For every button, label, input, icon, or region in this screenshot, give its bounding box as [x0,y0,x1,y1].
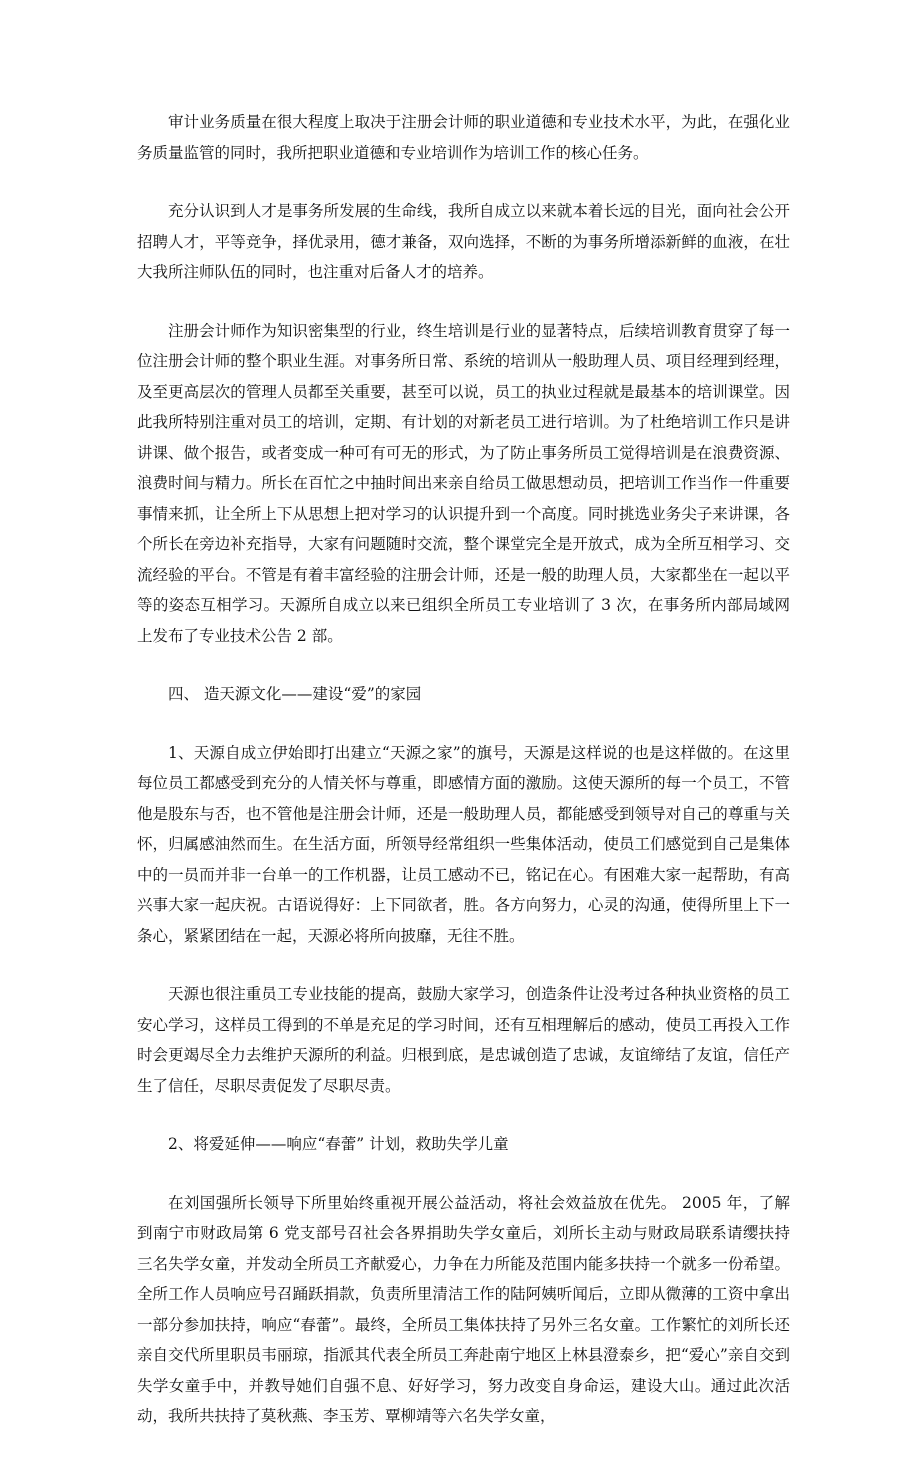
paragraph-continuing-training: 注册会计师作为知识密集型的行业，终生培训是行业的显著特点，后续培训教育贯穿了每一位注册会计师的整个职业生涯。对事务所日常、系统的培训从一般助理人员、项目经理到经理，及至更高层次的管理人员都至关重要，甚至可以说，员工的执业过程就是最基本的培训课堂。因此我所特别注重对员工的培训，定期、有计划的对新老员工进行培训。为了杜绝培训工作只是讲讲课、做个报告，或者变成一种可有可无的形式，为了防止事务所员工觉得培训是在浪费资源、浪费时间与精力。所长在百忙之中抽时间出来亲自给员工做思想动员，把培训工作当作一件重要事情来抓，让全所上下从思想上把对学习的认识提升到一个高度。同时挑选业务尖子来讲课，各个所长在旁边补充指导，大家有问题随时交流，整个课堂完全是开放式，成为全所互相学习、交流经验的平台。不管是有着丰富经验的注册会计师，还是一般的助理人员，大家都坐在一起以平等的姿态互相学习。天源所自成立以来已组织全所员工专业培训了 3 次，在事务所内部局域网上发布了专业技术公告 2 部。 [137,321,790,645]
section-heading-culture: 四、 造天源文化——建设“爱”的家园 [168,685,422,703]
paragraph-public-welfare: 在刘国强所长领导下所里始终重视开展公益活动，将社会效益放在优先。 2005 年，了解到南宁市财政局第 6 党支部号召社会各界捐助失学女童后，刘所长主动与财政局联系请缨扶持三名失学女童，并发动全所员工齐献爱心，力争在力所能及范围内能多扶持一个就多一份希望。全所工作人员响应号召踊跃捐款，负责所里清洁工作的陆阿姨听闻后，立即从微薄的工资中拿出一部分参加扶持，响应“春蕾”。最终，全所员工集体扶持了另外三名女童。工作繁忙的刘所长还亲自交代所里职员韦丽琼，指派其代表全所员工奔赴南宁地区上林县澄泰乡，把“爱心”亲自交到失学女童手中，并教导她们自强不息、好好学习，努力改变自身命运，建设大山。通过此次活动，我所共扶持了莫秋燕、李玉芳、覃柳靖等六名失学女童， [137,1193,790,1425]
paragraph-skill-improvement: 天源也很注重员工专业技能的提高，鼓励大家学习，创造条件让没考过各种执业资格的员工安心学习，这样员工得到的不单是充足的学习时间，还有互相理解后的感动，使员工再投入工作时会更竭尽全力去维护天源所的利益。归根到底，是忠诚创造了忠诚，友谊缔结了友谊，信任产生了信任，尽职尽责促发了尽职尽责。 [137,985,790,1095]
paragraph-tianyuan-home: 1、天源自成立伊始即打出建立“天源之家”的旗号，天源是这样说的也是这样做的。在这里每位员工都感受到充分的人情关怀与尊重，即感情方面的激励。这使天源所的每一个员工，不管他是股东与否，也不管他是注册会计师，还是一般助理人员，都能感受到领导对自己的尊重与关怀，归属感油然而生。在生活方面，所领导经常组织一些集体活动，使员工们感觉到自己是集体中的一员而并非一台单一的工作机器，让员工感动不已，铭记在心。有困难大家一起帮助，有高兴事大家一起庆祝。古语说得好：上下同欲者，胜。各方向努力，心灵的沟通，使得所里上下一条心，紧紧团结在一起，天源必将所向披靡，无往不胜。 [137,743,790,945]
paragraph-quality-core-task: 审计业务质量在很大程度上取决于注册会计师的职业道德和专业技术水平，为此，在强化业务质量监管的同时，我所把职业道德和专业培训作为培训工作的核心任务。 [137,113,790,162]
section-heading-spring-bud: 2、将爱延伸——响应“春蕾” 计划，救助失学儿童 [168,1135,509,1153]
paragraph-talent-recruitment: 充分认识到人才是事务所发展的生命线，我所自成立以来就本着长远的目光，面向社会公开招聘人才，平等竞争，择优录用，德才兼备，双向选择，不断的为事务所增添新鲜的血液，在壮大我所注师队伍的同时，也注重对后备人才的培养。 [137,202,790,281]
document-body [137,107,790,1460]
